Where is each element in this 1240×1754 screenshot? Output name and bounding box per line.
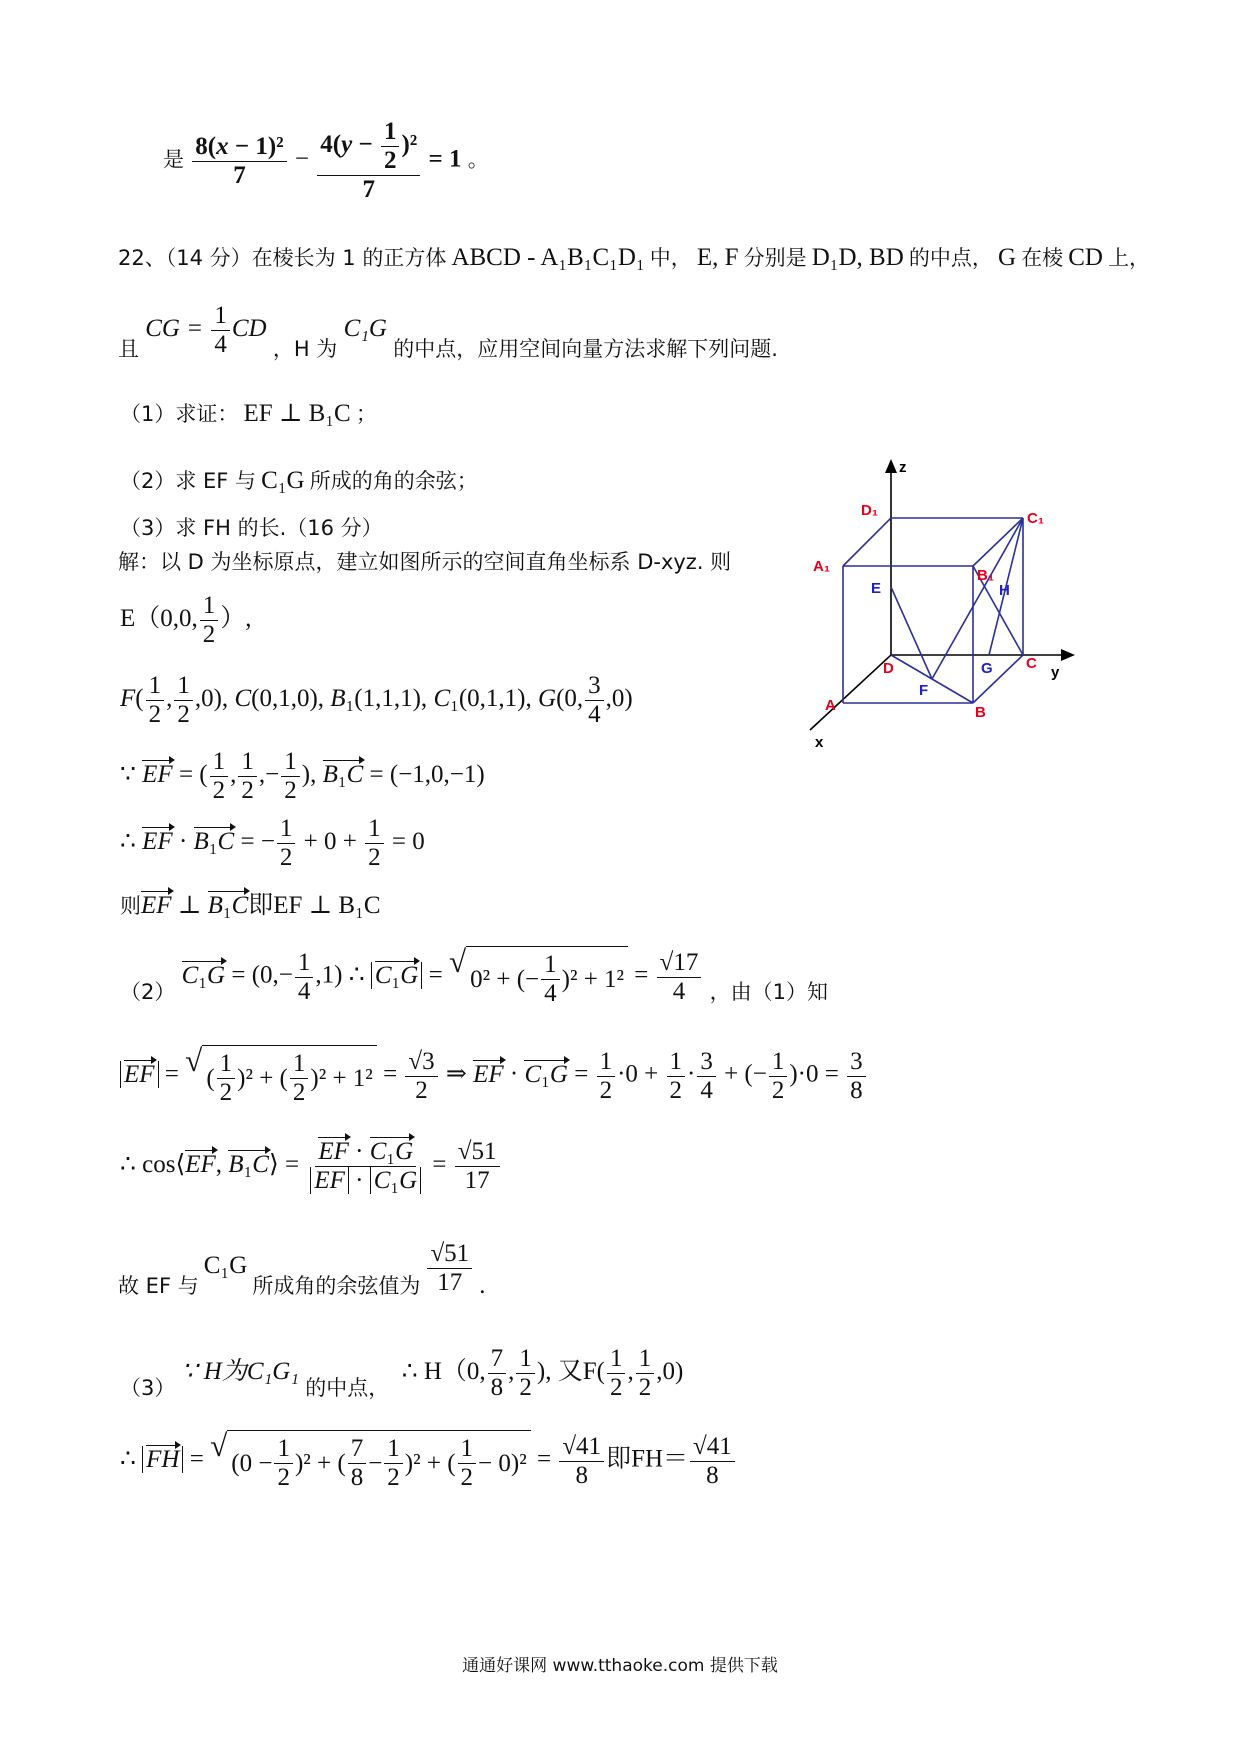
vertex-label-a: A <box>825 697 836 714</box>
problem-line-2: $_且$ CG = $\frac{1}{4}$ CD $_{,H 为}$ C₁G $_{的中点,应用空间向量方法求解下列问题.}$ <box>118 302 778 362</box>
part-2-conclusion: 故 EF 与 C₁G 所成角的余弦值为 $\frac{√51}{17}$ . <box>118 1240 486 1299</box>
point-label-e: E <box>871 580 882 597</box>
z-axis-arrow <box>885 459 897 473</box>
vertex-label-d1: D₁ <box>861 502 879 519</box>
vertex-label-d: D <box>883 660 894 677</box>
vertex-label-a1: A₁ <box>813 558 831 575</box>
points-line: F( $\frac{1}{2}$ , $\frac{1}{2}$ ,0), C(0,1,0), B₁(1,1,1), C₁(0,1,1), G(0, $\frac{3}{4}$ ,0) <box>120 672 633 728</box>
question-1: （1）求证： EF ⊥ B₁C ； <box>120 400 377 427</box>
point-label-g: G <box>981 660 993 677</box>
page-footer: 通通好课网 www.tthaoke.com 提供下载 <box>462 1656 778 1676</box>
point-label-f: F <box>919 682 929 699</box>
perpendicular-line: 则EF ⊥ B₁C即EF ⊥ B₁C <box>120 892 381 919</box>
cube-edges <box>810 467 1067 730</box>
problem-line-1: 22、（14 分）在棱长为 1 的正方体 ABCD - A₁B₁C₁D₁ 中， E, F 分别是 D₁D, BD 的中点， G 在棱 CD 上， <box>118 244 1151 271</box>
point-label-h: H <box>999 582 1010 599</box>
vertex-label-c1: C₁ <box>1027 510 1045 527</box>
vertex-label-b: B <box>975 704 986 721</box>
ef-length-line: EF = √ ( $\frac{1}{2}$ )² + ( $\frac{1}{2}$ )² + 1² = $\frac{√3}{2}$ ⇒ EF · C₁G = $\frac{1}{2}$ ·0 + $\frac{1}{2}$ · $\frac{3}{4}$ + (− $\frac{1}{2}$ )·0 = $\frac{3}{8}$ <box>120 1045 868 1107</box>
axis-label-z: z <box>899 459 907 476</box>
vertex-label-c: C <box>1026 655 1037 672</box>
question-3: （3）求 FH 的长.（16 分） <box>120 516 383 540</box>
question-2: （2）求 EF 与 C₁G 所成的角的余弦； <box>120 467 478 494</box>
y-axis-arrow <box>1061 649 1075 661</box>
solution-intro: 解：以 D 为坐标原点，建立如图所示的空间直角坐标系 D-xyz. 则 <box>118 550 732 574</box>
axis-label-x: x <box>815 734 824 751</box>
cosine-line: ∴ cos⟨EF, B₁C⟩ = $\frac{\text{EF · C₁G}}{\text{EF · C₁G}}$ = $\frac{√51}{17}$ <box>120 1138 502 1195</box>
dot-product-line: ∴ EF · B₁C = − $\frac{1}{2}$ + 0 + $\frac{1}{2}$ = 0 <box>120 815 425 871</box>
vectors-line: ∵ EF = ( $\frac{1}{2}$ , $\frac{1}{2}$ ,− $\frac{1}{2}$ ), B₁C = (−1,0,−1) <box>120 748 485 804</box>
part-2-c1g: $_{(2)}$ C₁G = (0,− $\frac{1}{4}$ ,1) ∴ C₁G = √ 0² + (− $\frac{1}{4}$ )² + 1² = $\frac{√17}{4}$ $_{,由(1)知}$ <box>120 944 829 1007</box>
intro-equation: 是 $\frac{\text{8(x − 1)²}}{7}$ − 4(y − $\frac{1}{2}$ )² 7 = 1 。 <box>163 118 489 203</box>
fh-length-line: ∴ FH = √ (0 − $\frac{1}{2}$ )² + ( $\frac{7}{8}$ − $\frac{1}{2}$ )² + ( $\frac{1}{2}$ − 0)² = $\frac{√41}{8}$ 即FH＝ $\frac{√41}{8}$ <box>120 1430 737 1492</box>
part-3-line: $_{(3)}$ ∵ H为C₁G₁ $_{的中点,}$ ∴ H（0, $\frac{7}{8}$ , $\frac{1}{2}$ ), 又F( $\frac{1}{2}$ , $\frac{1}{2}$ ,0) <box>120 1345 684 1401</box>
cube-figure <box>795 455 1085 755</box>
axis-label-y: y <box>1051 664 1060 681</box>
point-e: E（0,0, $\frac{1}{2}$ ）, <box>120 592 252 648</box>
vertex-label-b1: B₁ <box>977 567 995 584</box>
